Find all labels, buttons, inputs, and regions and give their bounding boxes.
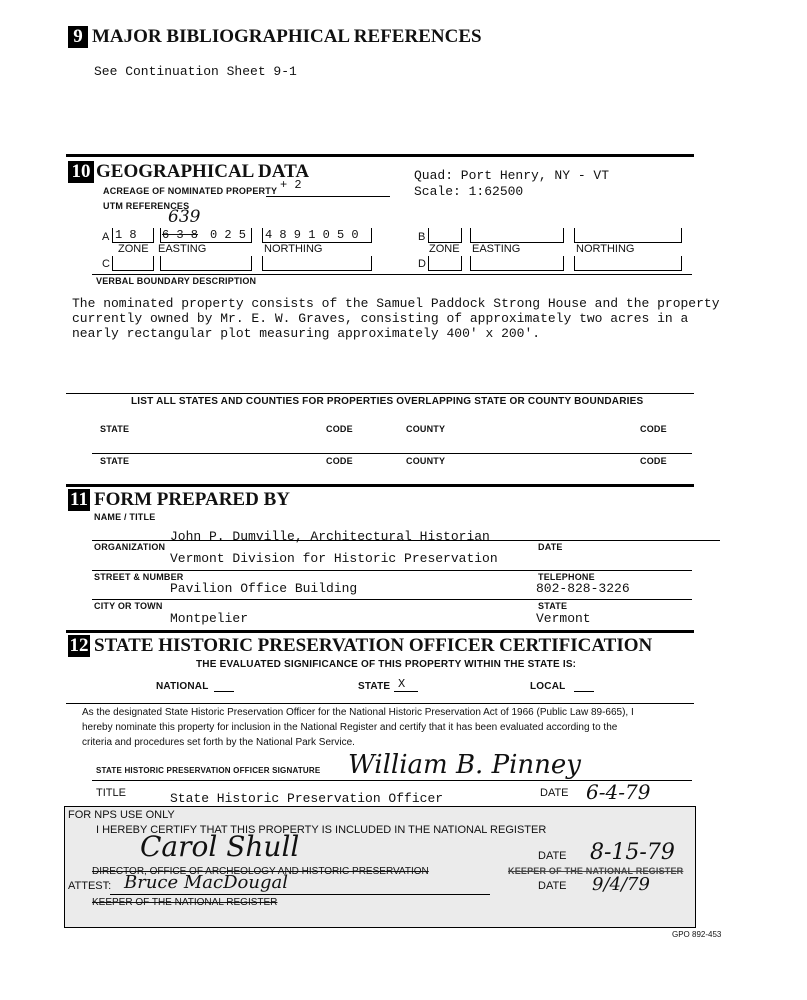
date-label-shpo: DATE bbox=[540, 787, 569, 799]
quad-text: Quad: Port Henry, NY - VT bbox=[414, 168, 610, 183]
easting-handwritten: 639 bbox=[168, 207, 201, 227]
easting-struck: 6 3 8 bbox=[162, 228, 199, 242]
acreage-label: ACREAGE OF NOMINATED PROPERTY bbox=[103, 186, 278, 196]
utm-letter-c: C bbox=[102, 258, 110, 270]
state-blank bbox=[394, 691, 418, 692]
national-blank bbox=[214, 691, 234, 692]
national-label: NATIONAL bbox=[156, 681, 209, 692]
section-11-number: 11 bbox=[68, 489, 90, 511]
street-value: Pavilion Office Building bbox=[170, 581, 358, 596]
local-label: LOCAL bbox=[530, 681, 566, 692]
certification-para-3: criteria and procedures set forth by the National Park Service. bbox=[82, 737, 355, 748]
nps-certify: I HEREBY CERTIFY THAT THIS PROPERTY IS INCLUDED IN THE NATIONAL REGISTER bbox=[96, 824, 547, 836]
northing-box-c bbox=[262, 256, 372, 271]
state-value: Vermont bbox=[536, 611, 591, 626]
nps-director-label: DIRECTOR, OFFICE OF ARCHEOLOGY AND HISTORIC PRESERVATION bbox=[92, 866, 429, 877]
northing-box-d bbox=[574, 256, 682, 271]
section-divider bbox=[66, 630, 694, 633]
section-9-number: 9 bbox=[68, 26, 88, 48]
nps-date-1: 8-15-79 bbox=[590, 840, 675, 865]
easting-label-a: EASTING bbox=[158, 243, 207, 255]
telephone-label: TELEPHONE bbox=[538, 572, 595, 582]
zone-box-d bbox=[428, 256, 462, 271]
title-label: TITLE bbox=[96, 787, 126, 799]
certification-para-1: As the designated State Historic Preservation Officer for the National Historic Preservation Act of 1966 (Public Law 89-665), I bbox=[82, 707, 634, 718]
title-value: State Historic Preservation Officer bbox=[170, 791, 444, 806]
section-12-number: 12 bbox=[69, 635, 89, 656]
verbal-boundary-label: VERBAL BOUNDARY DESCRIPTION bbox=[96, 276, 257, 286]
code-label-2: CODE bbox=[640, 424, 667, 434]
northing-label-b: NORTHING bbox=[576, 243, 635, 255]
state-field-label: STATE bbox=[538, 601, 568, 611]
verbal-line-2: currently owned by Mr. E. W. Graves, consisting of approximately two acres in a bbox=[72, 311, 689, 326]
preparer-name: John P. Dumville, Architectural Historian bbox=[170, 529, 490, 544]
local-blank bbox=[574, 691, 594, 692]
acreage-value: + 2 bbox=[280, 178, 302, 192]
date-label: DATE bbox=[538, 542, 563, 552]
street-label: STREET & NUMBER bbox=[94, 572, 184, 582]
state-significance-label: STATE bbox=[358, 681, 391, 692]
state-label-2: STATE bbox=[100, 456, 130, 466]
nps-date-label-2: DATE bbox=[538, 880, 567, 892]
nps-header: FOR NPS USE ONLY bbox=[68, 809, 175, 821]
code-label-1: CODE bbox=[326, 424, 353, 434]
acreage-line bbox=[266, 196, 390, 197]
county-label-2: COUNTY bbox=[406, 456, 446, 466]
nps-stamp: KEEPER OF THE NATIONAL REGISTER bbox=[508, 866, 684, 876]
section-9-title: MAJOR BIBLIOGRAPHICAL REFERENCES bbox=[92, 26, 482, 47]
zone-box-c bbox=[112, 256, 154, 271]
gpo-code: GPO 892-453 bbox=[672, 930, 722, 939]
zone-label-b: ZONE bbox=[429, 243, 460, 255]
verbal-line-1: The nominated property consists of the Samuel Paddock Strong House and the property bbox=[72, 296, 720, 311]
telephone-value: 802-828-3226 bbox=[536, 581, 630, 596]
nps-signature-1: Carol Shull bbox=[140, 830, 300, 863]
street-line bbox=[92, 599, 692, 600]
date-value-shpo: 6-4-79 bbox=[586, 780, 651, 804]
zone-label-a: ZONE bbox=[118, 243, 149, 255]
section-10-title: GEOGRAPHICAL DATA bbox=[96, 161, 310, 182]
northing-label-a: NORTHING bbox=[264, 243, 323, 255]
list-states-label: LIST ALL STATES AND COUNTIES FOR PROPERTIES OVERLAPPING STATE OR COUNTY BOUNDARIES bbox=[131, 396, 644, 407]
code-label-4: CODE bbox=[640, 456, 667, 466]
zone-value-a: 1 8 bbox=[115, 228, 137, 242]
name-title-label: NAME / TITLE bbox=[94, 512, 156, 522]
city-label: CITY OR TOWN bbox=[94, 601, 163, 611]
verbal-line-3: nearly rectangular plot measuring approximately 400' x 200'. bbox=[72, 326, 541, 341]
section-divider bbox=[66, 484, 694, 487]
utm-bottom-line bbox=[92, 274, 692, 275]
certification-top-line bbox=[66, 703, 694, 704]
nps-keeper-label: KEEPER OF THE NATIONAL REGISTER bbox=[92, 897, 278, 908]
organization-label: ORGANIZATION bbox=[94, 542, 166, 552]
northing-box-b bbox=[574, 228, 682, 243]
nps-date-label-1: DATE bbox=[538, 850, 567, 862]
utm-label: UTM REFERENCES bbox=[103, 201, 190, 211]
section-11-title: FORM PREPARED BY bbox=[94, 489, 290, 510]
state-row-line bbox=[92, 453, 692, 454]
name-line bbox=[92, 540, 720, 541]
shpo-signature: William B. Pinney bbox=[348, 750, 581, 780]
section-12-title: STATE HISTORIC PRESERVATION OFFICER CERTIFICATION bbox=[94, 635, 653, 656]
bibliography-text: See Continuation Sheet 9-1 bbox=[94, 64, 297, 79]
org-line bbox=[92, 570, 692, 571]
easting-value-a: 0 2 5 bbox=[210, 228, 247, 242]
organization-value: Vermont Division for Historic Preservation bbox=[170, 551, 498, 566]
evaluated-label: THE EVALUATED SIGNIFICANCE OF THIS PROPERTY WITHIN THE STATE IS: bbox=[196, 659, 577, 670]
utm-letter-b: B bbox=[418, 231, 426, 243]
signature-label: STATE HISTORIC PRESERVATION OFFICER SIGNATURE bbox=[96, 766, 321, 775]
section-10-number: 10 bbox=[68, 161, 94, 183]
zone-box-b bbox=[428, 228, 462, 243]
code-label-3: CODE bbox=[326, 456, 353, 466]
certification-para-2: hereby nominate this property for inclusion in the National Register and certify that it has been evaluated according to the bbox=[82, 722, 618, 733]
city-value: Montpelier bbox=[170, 611, 249, 626]
utm-letter-d: D bbox=[418, 258, 426, 270]
list-top-line bbox=[66, 393, 694, 394]
county-label-1: COUNTY bbox=[406, 424, 446, 434]
nps-attest-label: ATTEST: bbox=[68, 880, 112, 892]
easting-box-b bbox=[470, 228, 564, 243]
easting-box-c bbox=[160, 256, 252, 271]
scale-text: Scale: 1:62500 bbox=[414, 184, 524, 199]
easting-box-d bbox=[470, 256, 564, 271]
northing-value-a: 4 8 9 1 0 5 0 bbox=[265, 228, 359, 242]
nps-signature-2: Bruce MacDougal bbox=[124, 872, 288, 893]
utm-letter-a: A bbox=[102, 231, 110, 243]
section-divider bbox=[66, 154, 694, 157]
nps-date-2: 9/4/79 bbox=[592, 874, 650, 895]
state-significance-mark: X bbox=[398, 677, 406, 691]
easting-label-b: EASTING bbox=[472, 243, 521, 255]
state-label-1: STATE bbox=[100, 424, 130, 434]
nps-attest-line bbox=[110, 894, 490, 895]
